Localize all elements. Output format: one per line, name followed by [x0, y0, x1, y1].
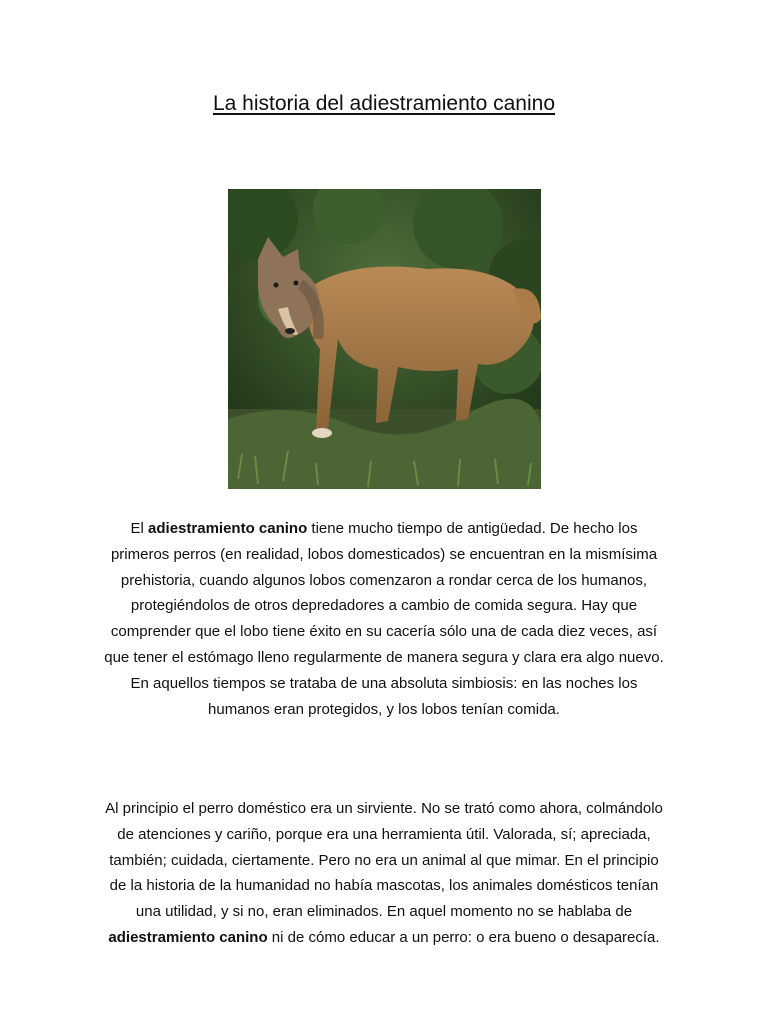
paragraph-2-bold-term: adiestramiento canino: [108, 928, 268, 946]
paragraph-1-text-a: El: [130, 520, 149, 537]
page-title: La historia del adiestramiento canino: [212, 92, 556, 115]
paragraph-2: [104, 796, 664, 951]
paragraph-2-text-b: ni de cómo educar a un perro: o era bueno o desaparecía.: [267, 928, 660, 946]
paragraph-1-text-b: tiene mucho tiempo de antigüedad. De hecho los primeros perros (en realidad, lobos domesticados) se encuentran en la mismísima prehistoria, cuando algunos lobos comenzaron a rondar cerca de los humanos, protegiéndolos de otros depredadores a cambio de comida segura. Hay que comprender que el lobo tiene éxito en su cacería sólo una de cada diez veces, así que tener el estómago lleno regularmente de manera segura y clara era algo nuevo. En aquellos tiempos se trataba de una absoluta simbiosis: en las noches los humanos eran protegidos, y los lobos tenían comida.: [104, 520, 664, 718]
paragraph-1-bold-term: adiestramiento canino: [148, 520, 308, 537]
paragraph-2-text-a: Al principio el perro doméstico era un sirviente. No se trató como ahora, colmándolo de atenciones y cariño, porque era una herramienta útil. Valorada, sí; apreciada, también; cuidada, ciertamente. Pero no era un animal al que mimar. En el principio de la historia de la humanidad no había mascotas, los animales domésticos tenían una utilidad, y si no, eran eliminados. En aquel momento no se hablaba de: [105, 800, 663, 921]
wolf-photo: [228, 189, 541, 489]
paragraph-1: [104, 516, 664, 722]
wolf-icon: [228, 189, 541, 489]
